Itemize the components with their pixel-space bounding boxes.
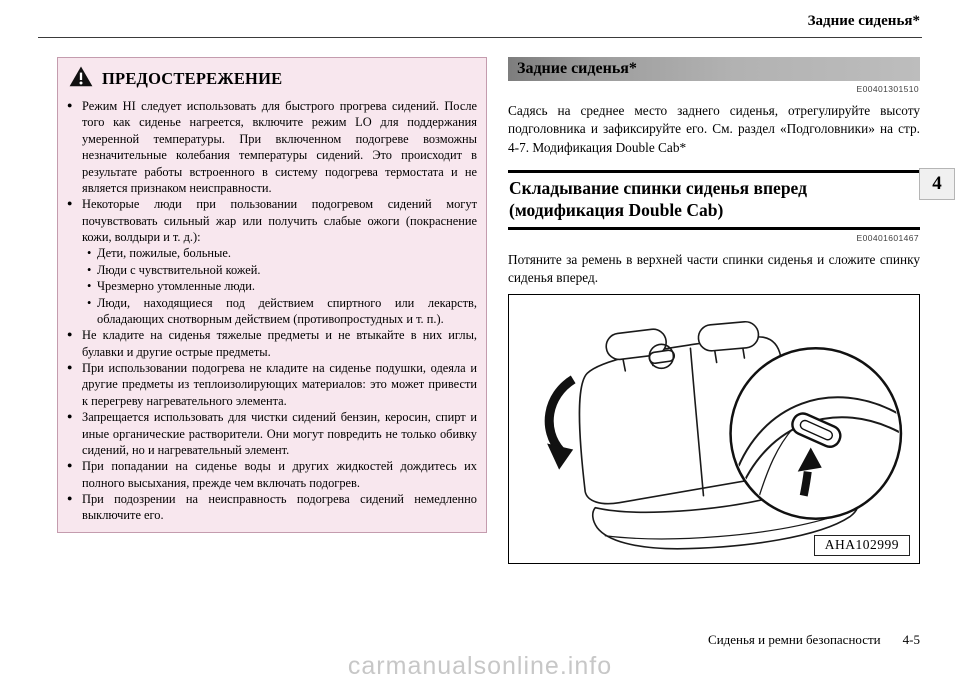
section-code: E00401301510 — [856, 84, 919, 94]
warning-subitem: • Люди, находящиеся под действием спиртного или лекарств, обладающих снотворным действием (противопростудных и т. п.). — [85, 295, 477, 328]
rear-seat-illustration — [509, 295, 919, 563]
warning-subitem: • Люди с чувствительной кожей. — [85, 262, 477, 278]
warning-header — [69, 66, 477, 92]
fold-arrow-icon — [547, 379, 573, 469]
subsection-heading-line1: Складывание спинки сиденья вперед — [509, 178, 807, 199]
warning-item: ● Не кладите на сиденья тяжелые предметы и не втыкайте в них иглы, булавки и другие острые предметы. — [67, 327, 477, 360]
paragraph-fold: Потяните за ремень в верхней части спинки сиденья и сложите спинку сиденья вперед. — [508, 251, 920, 286]
paragraph-headrest: Садясь на среднее место заднего сиденья, отрегулируйте высоту подголовника и зафиксируйте его. См. раздел «Подголовники» на стр. 4-7. Модификация Double Cab* — [508, 103, 920, 155]
warning-item: ● Некоторые люди при пользовании подогревом сидений могут почувствовать сильный жар или получить слабые ожоги (покраснение кожи, волдыри и т. д.): • Дети, пожилые, больные. • Люди с чувствительной кожей. • Чрезмерно утомленные люди. • Люди, находящиеся под действием спиртного или лекарств, обладающих снотворным действием (противопростудных и т. п.). — [67, 196, 477, 327]
warning-item: ● При попадании на сиденье воды и других жидкостей дождитесь их полного высыхания, прежде чем включать подогрев. — [67, 458, 477, 491]
warning-triangle-icon — [69, 66, 93, 92]
warning-item: ● При использовании подогрева не кладите на сиденье подушки, одеяла и другие предметы из теплоизолирующих материалов: это может привести к перегреву нагревательного элемента. — [67, 360, 477, 409]
warning-item: ● При подозрении на неисправность подогрева сидений немедленно выключите его. — [67, 491, 477, 524]
warning-item: ● Режим HI следует использовать для быстрого прогрева сидений. После того как сиденье нагреется, включите режим LO для поддержания умеренной температуры. При включенном подогреве возможны незначительные колебания температуры сидений. Это происходит в результате работы встроенного в систему подогрева термостата и не является признаком неисправности. — [67, 98, 477, 196]
warning-title: ПРЕДОСТЕРЕЖЕНИЕ — [102, 69, 283, 88]
main-column — [508, 57, 920, 564]
warning-subitem: • Чрезмерно утомленные люди. — [85, 278, 477, 294]
footer-page-number: 4-5 — [902, 632, 920, 647]
warning-subitem: • Дети, пожилые, больные. — [85, 245, 477, 261]
warning-sublist — [82, 245, 477, 327]
page-header-title: Задние сиденья* — [807, 13, 920, 29]
subsection-heading — [508, 170, 920, 230]
page-footer — [708, 632, 920, 648]
figure-code-label: AHA102999 — [814, 535, 910, 556]
section-title-bar: Задние сиденья* — [508, 57, 920, 81]
warning-box — [57, 57, 487, 533]
header-rule — [38, 37, 922, 38]
footer-section-title: Сиденья и ремни безопасности — [708, 632, 881, 647]
warning-list — [67, 98, 477, 524]
seat-fold-figure — [508, 294, 920, 564]
section-code: E00401601467 — [856, 232, 919, 243]
watermark-text: carmanualsonline.info — [347, 652, 613, 680]
subsection-heading-line2: (модификация Double Cab) — [509, 200, 724, 221]
chapter-tab: 4 — [919, 168, 955, 200]
warning-item: ● Запрещается использовать для чистки сидений бензин, керосин, спирт и иные органические растворители. Они могут повредить не только обивку сидений, но и нагревательный элемент. — [67, 409, 477, 458]
